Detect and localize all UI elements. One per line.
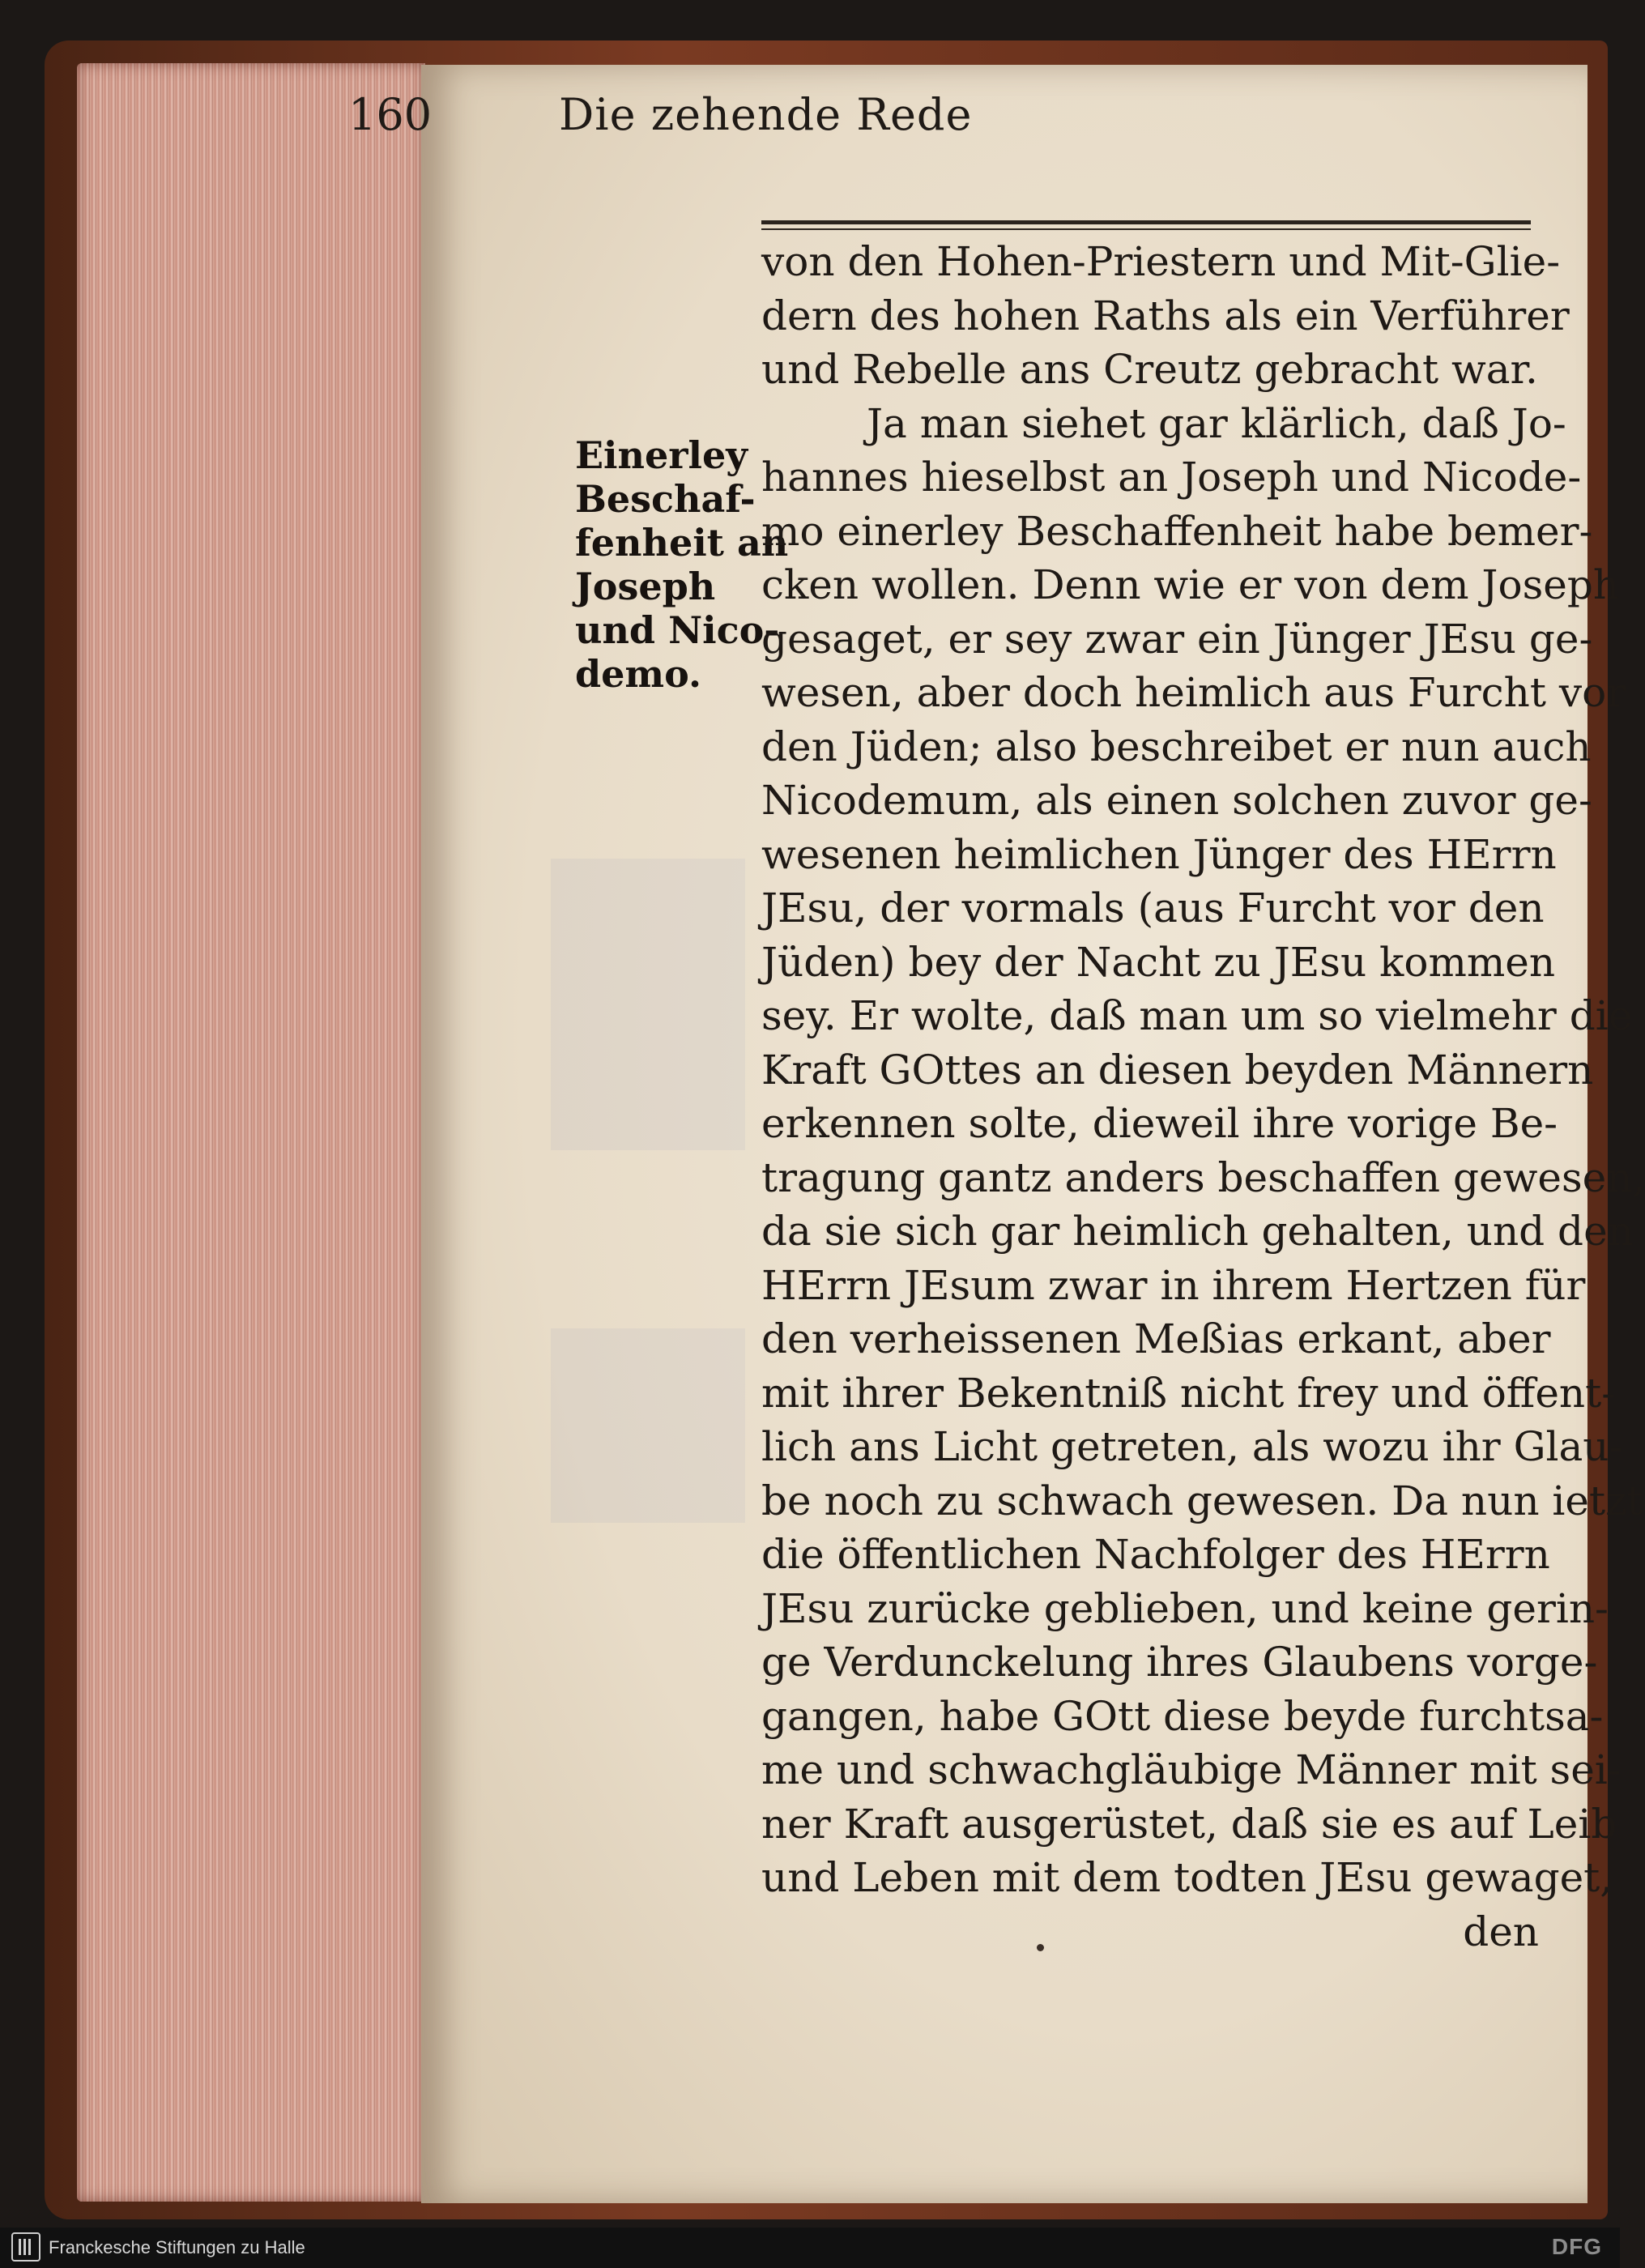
text-line: ner Kraft ausgerüstet, daß sie es auf Leib — [761, 1800, 1617, 1848]
text-line: Ja man siehet gar klärlich, daß Jo- — [867, 399, 1566, 447]
footer-bar — [0, 2228, 1620, 2268]
text-line: wesenen heimlichen Jünger des HErrn — [761, 830, 1557, 878]
show-through-ink — [551, 859, 745, 1150]
running-head — [348, 89, 1547, 138]
dfg-logo: DFG — [1551, 2234, 1602, 2259]
text-line: den verheissenen Meßias erkant, aber — [761, 1315, 1551, 1362]
header-rule — [761, 220, 1531, 224]
body-text — [761, 235, 1645, 1959]
text-line: Nicodemum, als einen solchen zuvor ge- — [761, 777, 1592, 824]
ink-speck — [1037, 1944, 1044, 1951]
text-line: erkennen solte, dieweil ihre vorige Be- — [761, 1100, 1558, 1147]
text-line: be noch zu schwach gewesen. Da nun ietzt — [761, 1477, 1643, 1524]
text-line: JEsu, der vormals (aus Furcht vor den — [761, 885, 1545, 932]
text-line: hannes hieselbst an Joseph und Nicode- — [761, 454, 1582, 501]
text-line: ge Verdunckelung ihres Glaubens vorge- — [761, 1639, 1598, 1686]
show-through-ink — [551, 1328, 745, 1523]
text-line: JEsu zurücke geblieben, und keine gerin- — [761, 1584, 1609, 1632]
text-line: den Jüden; also beschreibet er nun auch — [761, 723, 1592, 770]
catchword: den — [1463, 1908, 1539, 1955]
margin-note — [575, 433, 789, 696]
text-line: von den Hohen-Priestern und Mit-Glie- — [761, 238, 1561, 285]
text-line: da sie sich gar heimlich gehalten, und den — [761, 1208, 1634, 1255]
margin-note-line: Einerley — [575, 433, 748, 477]
text-line: me und schwachgläubige Männer mit sei- — [761, 1746, 1622, 1793]
margin-note-line: und Nico- — [575, 608, 780, 652]
text-line: HErrn JEsum zwar in ihrem Hertzen für — [761, 1261, 1586, 1309]
text-line: Jüden) bey der Nacht zu JEsu kommen — [761, 938, 1556, 986]
text-line: gesaget, er sey zwar ein Jünger JEsu ge- — [761, 615, 1593, 663]
page-edges — [77, 63, 425, 2202]
header-rule-thin — [761, 228, 1531, 230]
text-line: Kraft GOttes an diesen beyden Männern — [761, 1046, 1594, 1094]
text-line: und Rebelle ans Creutz gebracht war. — [761, 346, 1538, 393]
institution-name: Franckesche Stiftungen zu Halle — [49, 2237, 305, 2257]
text-line: die öffentlichen Nachfolger des HErrn — [761, 1531, 1550, 1578]
text-line: wesen, aber doch heimlich aus Furcht vor — [761, 669, 1626, 716]
text-line: cken wollen. Denn wie er von dem Joseph — [761, 561, 1620, 608]
text-line: sey. Er wolte, daß man um so vielmehr die — [761, 992, 1633, 1039]
text-line: lich ans Licht getreten, als wozu ihr Glau- — [761, 1423, 1623, 1470]
running-title: Die zehende Rede — [559, 89, 973, 140]
text-line: und Leben mit dem todten JEsu gewaget, — [761, 1854, 1613, 1901]
margin-note-line: Joseph — [575, 565, 716, 608]
margin-note-line: fenheit an — [575, 521, 789, 565]
text-line: gangen, habe GOtt diese beyde furchtsa- — [761, 1692, 1604, 1740]
institution-logo-icon — [11, 2232, 40, 2262]
margin-note-line: demo. — [575, 652, 701, 696]
text-line: mo einerley Beschaffenheit habe bemer- — [761, 507, 1593, 555]
text-line: dern des hohen Raths als ein Verführer — [761, 292, 1570, 339]
margin-note-line: Beschaf- — [575, 477, 756, 521]
text-line: tragung gantz anders beschaffen gewesen, — [761, 1153, 1645, 1201]
text-line: mit ihrer Bekentniß nicht frey und öffent- — [761, 1369, 1616, 1417]
page-number: 160 — [348, 89, 433, 140]
